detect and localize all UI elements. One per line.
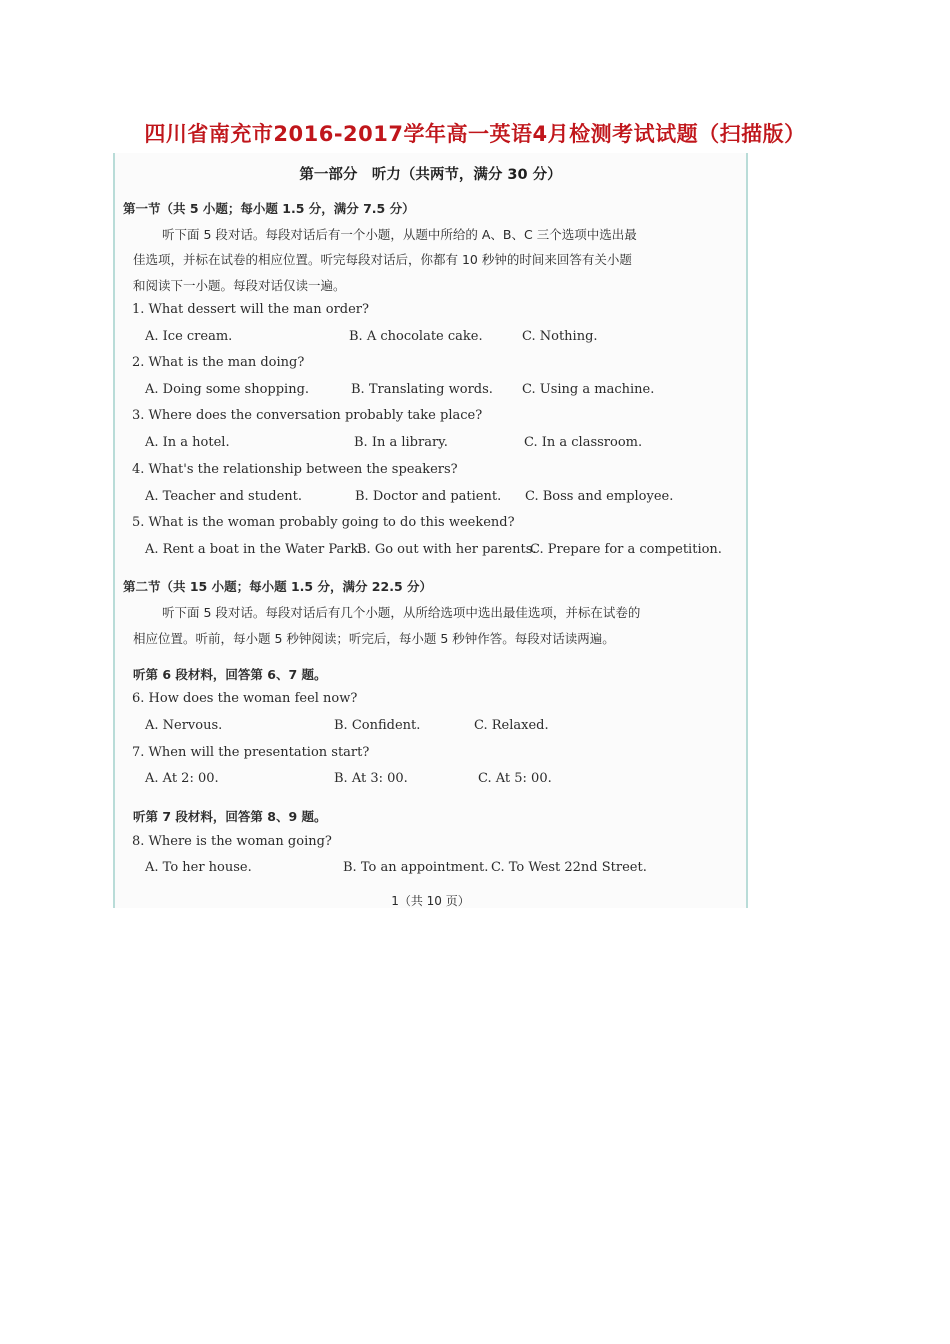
question-3: 3. Where does the conversation probably take place? [132, 408, 483, 423]
option-3c: C. In a classroom. [524, 435, 643, 450]
question-1: 1. What dessert will the man order? [132, 302, 369, 317]
scan-border-left [113, 153, 115, 908]
option-8c: C. To West 22nd Street. [491, 860, 647, 875]
option-7a: A. At 2: 00. [145, 771, 219, 786]
part-heading: 第一部分 听力（共两节，满分 30 分） [299, 167, 562, 183]
option-5a: A. Rent a boat in the Water Park. [145, 542, 363, 557]
option-1c: C. Nothing. [522, 329, 598, 344]
option-6b: B. Confident. [334, 718, 421, 733]
section2-instruction-line: 听下面 5 段对话。每段对话后有几个小题，从所给选项中选出最佳选项，并标在试卷的 [162, 605, 641, 620]
section1-instruction-line: 和阅读下一小题。每段对话仅读一遍。 [133, 278, 346, 293]
option-2a: A. Doing some shopping. [145, 382, 310, 397]
option-1b: B. A chocolate cake. [349, 329, 483, 344]
section2-instruction-line: 相应位置。听前，每小题 5 秒钟阅读；听完后，每小题 5 秒钟作答。每段对话读两遍。 [133, 631, 615, 646]
section1-instruction-line: 佳选项，并标在试卷的相应位置。听完每段对话后，你都有 10 秒钟的时间来回答有关小题 [133, 252, 632, 267]
scan-border-right [746, 153, 748, 908]
option-7b: B. At 3: 00. [334, 771, 408, 786]
question-8: 8. Where is the woman going? [132, 834, 332, 849]
option-6c: C. Relaxed. [474, 718, 549, 733]
option-4b: B. Doctor and patient. [355, 489, 502, 504]
section1-heading: 第一节（共 5 小题；每小题 1.5 分，满分 7.5 分） [123, 201, 415, 216]
section2-heading: 第二节（共 15 小题；每小题 1.5 分，满分 22.5 分） [123, 579, 432, 594]
page-title: 四川省南充市2016-2017学年高一英语4月检测考试试题（扫描版） [144, 122, 806, 146]
option-8b: B. To an appointment. [343, 860, 489, 875]
material-6-heading: 听第 6 段材料，回答第 6、7 题。 [133, 667, 327, 682]
option-5c: C. Prepare for a competition. [530, 542, 722, 557]
question-6: 6. How does the woman feel now? [132, 691, 358, 706]
option-2c: C. Using a machine. [522, 382, 655, 397]
question-7: 7. When will the presentation start? [132, 745, 370, 760]
page-footer: 1（共 10 页） [391, 894, 470, 908]
option-7c: C. At 5: 00. [478, 771, 552, 786]
option-4c: C. Boss and employee. [525, 489, 674, 504]
option-1a: A. Ice cream. [145, 329, 233, 344]
question-5: 5. What is the woman probably going to do this weekend? [132, 515, 515, 530]
material-7-heading: 听第 7 段材料，回答第 8、9 题。 [133, 809, 327, 824]
question-4: 4. What's the relationship between the speakers? [132, 462, 458, 477]
option-4a: A. Teacher and student. [145, 489, 303, 504]
option-3a: A. In a hotel. [145, 435, 230, 450]
option-6a: A. Nervous. [145, 718, 223, 733]
option-5b: B. Go out with her parents. [357, 542, 537, 557]
option-2b: B. Translating words. [351, 382, 493, 397]
option-8a: A. To her house. [145, 860, 252, 875]
option-3b: B. In a library. [354, 435, 448, 450]
question-2: 2. What is the man doing? [132, 355, 305, 370]
section1-instruction-line: 听下面 5 段对话。每段对话后有一个小题，从题中所给的 A、B、C 三个选项中选出最 [162, 227, 637, 242]
